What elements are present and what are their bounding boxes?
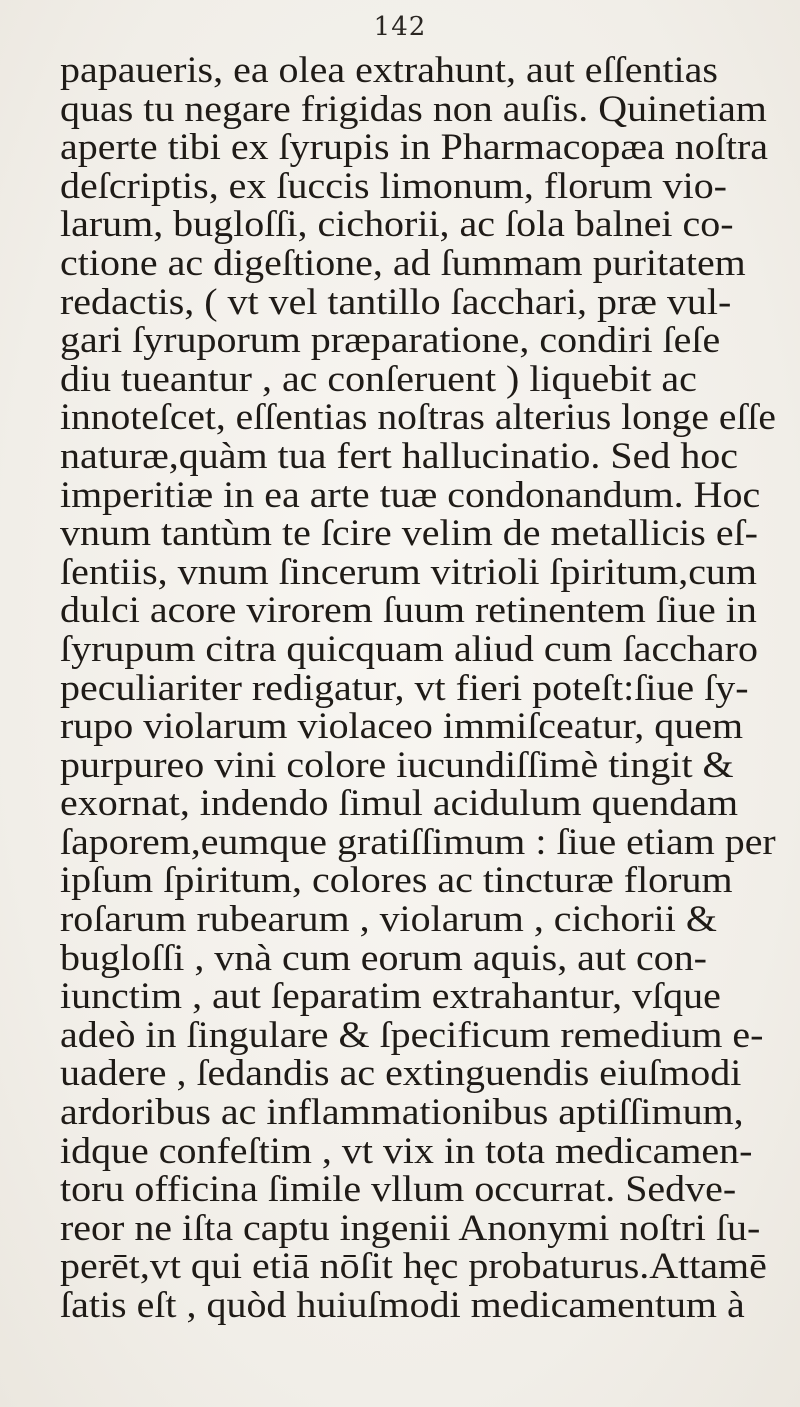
text-line: ſentiis, vnum ſincerum vitrioli ſpiritum,cum [60, 551, 758, 593]
text-line: ardoribus ac inflammationibus aptiſſimum, [60, 1092, 744, 1134]
text-line: naturæ,quàm tua fert hallucinatio. Sed hoc [60, 435, 739, 477]
text-line: vnum tantùm te ſcire velim de metallicis eſ- [60, 513, 758, 555]
text-line: purpureo vini colore iucundiſſimè tingit & [60, 744, 734, 786]
text-line: adeò in ſingulare & ſpecificum remedium e- [60, 1014, 764, 1056]
text-line: ſaporem,eumque gratiſſimum : ſiue etiam per [60, 821, 776, 863]
text-line: uadere , ſedandis ac extinguendis eiuſmodi [60, 1053, 742, 1095]
body-text [60, 52, 780, 1326]
text-line: imperitiæ in ea arte tuæ condonandum. Hoc [60, 474, 761, 516]
text-line: peculiariter redigatur, vt fieri poteſt:ſiue ſy- [60, 667, 749, 709]
text-line: perēt,vt qui etiā nōſit hęc probaturus.Attamē [60, 1246, 767, 1288]
text-line: toru officina ſimile vllum occurrat. Sedve- [60, 1169, 737, 1211]
text-line: redactis, ( vt vel tantillo ſacchari, præ vul- [60, 281, 732, 323]
text-line: ſyrupum citra quicquam aliud cum ſaccharo [60, 628, 758, 670]
text-line: larum, bugloſſi, cichorii, ac ſola balnei co- [60, 204, 734, 246]
text-line: idque confeſtim , vt vix in tota medicamen- [60, 1130, 753, 1172]
text-line: rupo violarum violaceo immiſceatur, quem [60, 706, 744, 748]
text-line: diu tueantur , ac conſeruent ) liquebit ac [60, 358, 697, 400]
text-line: ſatis eſt , quòd huiuſmodi medicamentum à [60, 1285, 745, 1326]
text-line: dulci acore virorem ſuum retinentem ſiue in [60, 590, 757, 632]
text-line: aperte tibi ex ſyrupis in Pharmacopæa noſtra [60, 127, 768, 169]
text-line: gari ſyruporum præparatione, condiri ſeſe [60, 320, 721, 362]
text-line: exornat, indendo ſimul acidulum quendam [60, 783, 739, 825]
text-line: roſarum rubearum , violarum , cichorii & [60, 899, 717, 941]
text-line: papaueris, ea olea extrahunt, aut eſſentias [60, 50, 718, 91]
text-line: quas tu negare frigidas non auſis. Quinetiam [60, 88, 767, 130]
text-line: reor ne iſta captu ingenii Anonymi noſtri ſu- [60, 1207, 761, 1249]
text-line: iunctim , aut ſeparatim extrahantur, vſque [60, 976, 721, 1018]
page-number: 142 [373, 12, 427, 42]
text-line: deſcriptis, ex ſuccis limonum, florum vio- [60, 165, 728, 207]
text-line: bugloſſi , vnà cum eorum aquis, aut con- [60, 937, 708, 979]
text-line: ctione ac digeſtione, ad ſummam puritatem [60, 242, 746, 284]
text-line: ipſum ſpiritum, colores ac tincturæ florum [60, 860, 733, 902]
text-line: innoteſcet, eſſentias noſtras alterius longe eſſe [60, 397, 776, 439]
